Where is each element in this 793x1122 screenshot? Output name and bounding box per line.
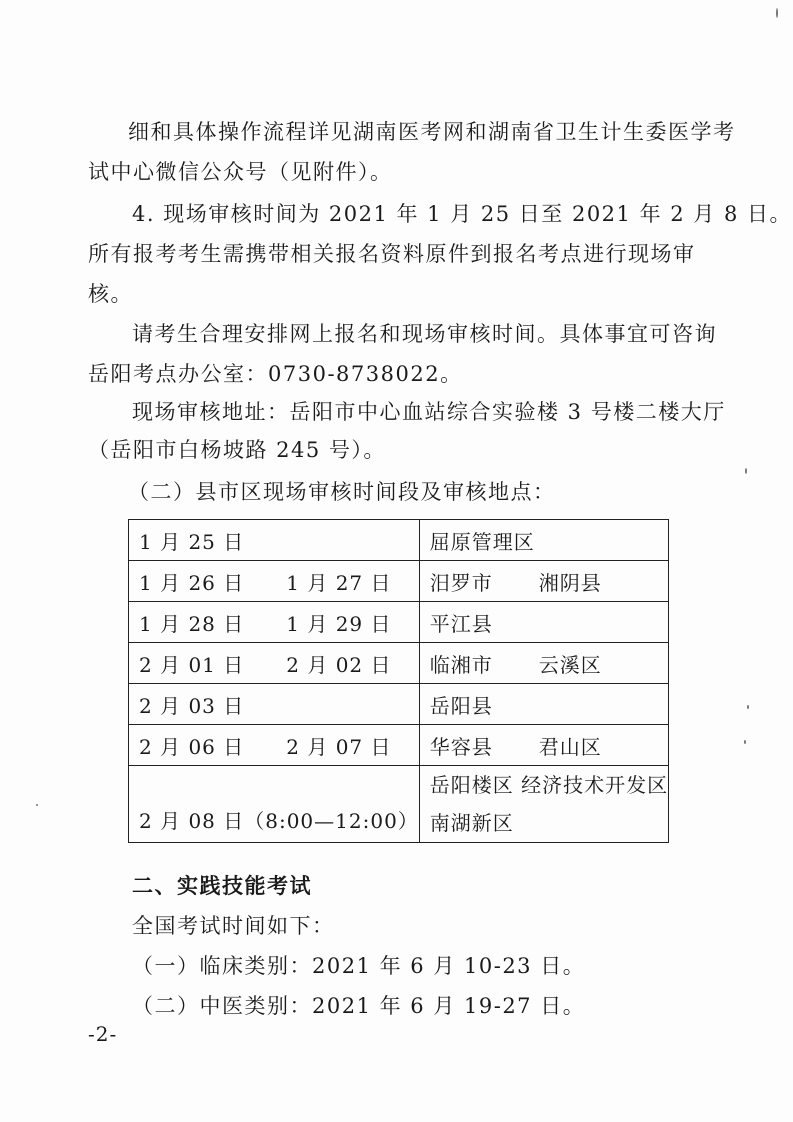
place-cell: 平江县 xyxy=(419,602,668,643)
place-cell: 屈原管理区 xyxy=(419,520,668,561)
paragraph-line: 试中心微信公众号（见附件）。 xyxy=(88,160,393,184)
table-row xyxy=(129,520,669,561)
table-row xyxy=(129,684,669,725)
date-cell: 2 月 08 日（8:00—12:00） xyxy=(129,766,420,843)
table-row xyxy=(129,725,669,766)
date-cell: 2 月 06 日 2 月 07 日 xyxy=(129,725,420,766)
paragraph-line: 现场审核地址：岳阳市中心血站综合实验楼 3 号楼二楼大厅 xyxy=(132,400,726,424)
place-cell: 岳阳楼区 经济技术开发区 南湖新区 xyxy=(419,766,668,843)
date-cell: 2 月 01 日 2 月 02 日 xyxy=(129,643,420,684)
date-cell: 2 月 03 日 xyxy=(129,684,420,725)
scan-speck xyxy=(36,804,38,806)
scan-speck xyxy=(744,740,746,744)
paragraph-line: 全国考试时间如下： xyxy=(132,914,335,938)
date-cell: 1 月 25 日 xyxy=(129,520,420,561)
scan-speck xyxy=(745,468,747,474)
scan-speck xyxy=(747,705,749,709)
table-row xyxy=(129,766,669,843)
section-heading: 二、实践技能考试 xyxy=(132,874,312,898)
place-cell: 临湘市 云溪区 xyxy=(419,643,668,684)
paragraph-line: 岳阳考点办公室：0730-8738022。 xyxy=(88,362,463,386)
paragraph-line: 请考生合理安排网上报名和现场审核时间。具体事宜可咨询 xyxy=(132,322,717,346)
table-row xyxy=(129,561,669,602)
paragraph-line: 4. 现场审核时间为 2021 年 1 月 25 日至 2021 年 2 月 8 日。 xyxy=(132,202,793,226)
scan-speck xyxy=(776,8,778,18)
paragraph-line: 核。 xyxy=(88,282,133,306)
table-row xyxy=(129,602,669,643)
review-schedule-table xyxy=(128,519,669,843)
table-row xyxy=(129,643,669,684)
paragraph-line: （一）临床类别：2021 年 6 月 10-23 日。 xyxy=(132,954,586,978)
paragraph-line: （岳阳市白杨坡路 245 号）。 xyxy=(88,438,386,462)
date-cell: 1 月 28 日 1 月 29 日 xyxy=(129,602,420,643)
paragraph-line: 所有报考考生需携带相关报名资料原件到报名考点进行现场审 xyxy=(88,242,696,266)
place-cell: 汨罗市 湘阴县 xyxy=(419,561,668,602)
page-number: -2- xyxy=(88,1022,118,1046)
section-subheading: （二）县市区现场审核时间段及审核地点： xyxy=(128,480,556,504)
date-cell: 1 月 26 日 1 月 27 日 xyxy=(129,561,420,602)
place-cell: 华容县 君山区 xyxy=(419,725,668,766)
paragraph-line: 细和具体操作流程详见湖南医考网和湖南省卫生计生委医学考 xyxy=(128,120,736,144)
place-cell: 岳阳县 xyxy=(419,684,668,725)
paragraph-line: （二）中医类别：2021 年 6 月 19-27 日。 xyxy=(132,994,586,1018)
